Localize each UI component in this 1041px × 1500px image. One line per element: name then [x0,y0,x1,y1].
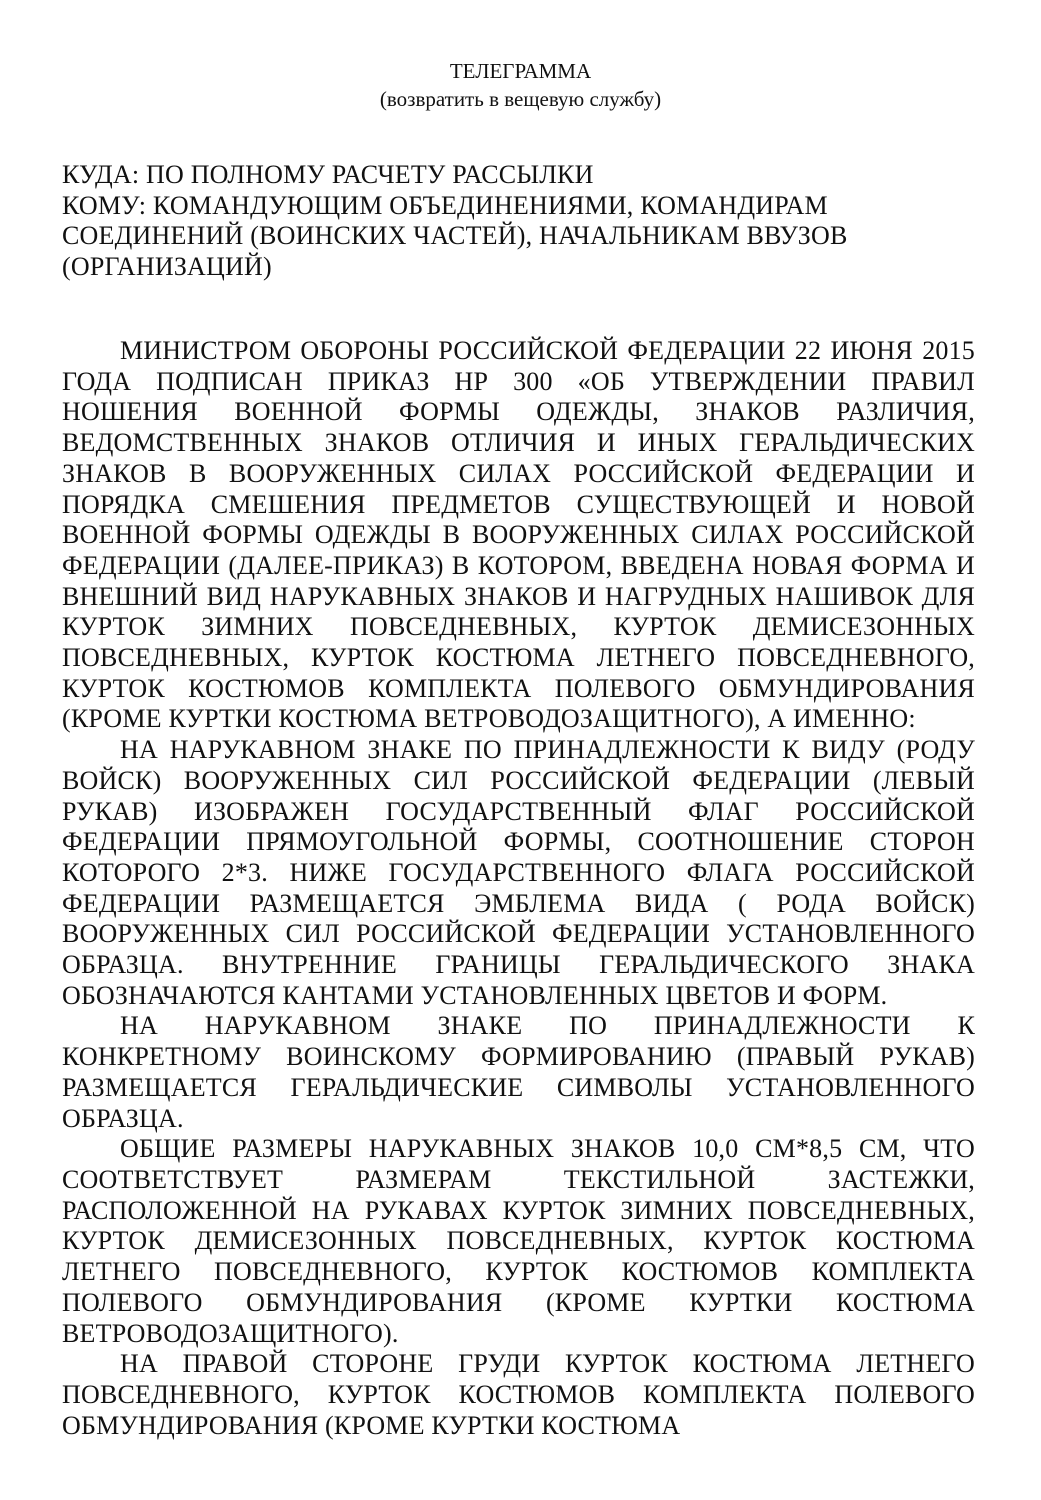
document-subtitle: (возвратить в вещевую службу) [379,87,662,111]
body-paragraph-5: НА ПРАВОЙ СТОРОНЕ ГРУДИ КУРТОК КОСТЮМА ЛЕТНЕГО ПОВСЕДНЕВНОГО, КУРТОК КОСТЮМОВ КОМПЛЕКТА ПОЛЕВОГО ОБМУНДИРОВАНИЯ (КРОМЕ КУРТКИ КОСТЮМА [62,1349,975,1440]
address-to: КУДА: ПО ПОЛНОМУ РАСЧЕТУ РАССЫЛКИ [62,160,594,189]
body-paragraph-1: МИНИСТРОМ ОБОРОНЫ РОССИЙСКОЙ ФЕДЕРАЦИИ 22 ИЮНЯ 2015 ГОДА ПОДПИСАН ПРИКАЗ НР 300 «ОБ УТВЕРЖДЕНИИ ПРАВИЛ НОШЕНИЯ ВОЕННОЙ ФОРМЫ ОДЕЖДЫ, ЗНАКОВ РАЗЛИЧИЯ, ВЕДОМСТВЕННЫХ ЗНАКОВ ОТЛИЧИЯ И ИНЫХ ГЕРАЛЬДИЧЕСКИХ ЗНАКОВ В ВООРУЖЕННЫХ СИЛАХ РОССИЙСКОЙ ФЕДЕРАЦИИ И ПОРЯДКА СМЕШЕНИЯ ПРЕДМЕТОВ СУЩЕСТВУЮЩЕЙ И НОВОЙ ВОЕННОЙ ФОРМЫ ОДЕЖДЫ В ВООРУЖЕННЫХ СИЛАХ РОССИЙСКОЙ ФЕДЕРАЦИИ (ДАЛЕЕ-ПРИКАЗ) В КОТОРОМ, ВВЕДЕНА НОВАЯ ФОРМА И ВНЕШНИЙ ВИД НАРУКАВНЫХ ЗНАКОВ И НАГРУДНЫХ НАШИВОК ДЛЯ КУРТОК ЗИМНИХ ПОВСЕДНЕВНЫХ, КУРТОК ДЕМИСЕЗОННЫХ ПОВСЕДНЕВНЫХ, КУРТОК КОСТЮМА ЛЕТНЕГО ПОВСЕДНЕВНОГО, КУРТОК КОСТЮМОВ КОМПЛЕКТА ПОЛЕВОГО ОБМУНДИРОВАНИЯ (КРОМЕ КУРТКИ КОСТЮМА ВЕТРОВОДОЗАЩИТНОГО), А ИМЕННО: [62,336,975,734]
document-title: ТЕЛЕГРАММА [449,59,592,83]
telegram-body [62,336,975,1441]
body-paragraph-4: ОБЩИЕ РАЗМЕРЫ НАРУКАВНЫХ ЗНАКОВ 10,0 СМ*8,5 СМ, ЧТО СООТВЕТСТВУЕТ РАЗМЕРАМ ТЕКСТИЛЬНОЙ ЗАСТЕЖКИ, РАСПОЛОЖЕННОЙ НА РУКАВАХ КУРТОК ЗИМНИХ ПОВСЕДНЕВНЫХ, КУРТОК ДЕМИСЕЗОННЫХ ПОВСЕДНЕВНЫХ, КУРТОК КОСТЮМА ЛЕТНЕГО ПОВСЕДНЕВНОГО, КУРТОК КОСТЮМОВ КОМПЛЕКТА ПОЛЕВОГО ОБМУНДИРОВАНИЯ (КРОМЕ КУРТКИ КОСТЮМА ВЕТРОВОДОЗАЩИТНОГО). [62,1134,975,1348]
body-paragraph-3: НА НАРУКАВНОМ ЗНАКЕ ПО ПРИНАДЛЕЖНОСТИ К КОНКРЕТНОМУ ВОИНСКОМУ ФОРМИРОВАНИЮ (ПРАВЫЙ РУКАВ) РАЗМЕЩАЕТСЯ ГЕРАЛЬДИЧЕСКИЕ СИМВОЛЫ УСТАНОВЛЕННОГО ОБРАЗЦА. [62,1011,975,1133]
address-recipients: КОМУ: КОМАНДУЮЩИМ ОБЪЕДИНЕНИЯМИ, КОМАНДИРАМ СОЕДИНЕНИЙ (ВОИНСКИХ ЧАСТЕЙ), НАЧАЛЬНИКАМ ВВУЗОВ (ОРГАНИЗАЦИЙ) [62,190,848,282]
body-paragraph-2: НА НАРУКАВНОМ ЗНАКЕ ПО ПРИНАДЛЕЖНОСТИ К ВИДУ (РОДУ ВОЙСК) ВООРУЖЕННЫХ СИЛ РОССИЙСКОЙ ФЕДЕРАЦИИ (ЛЕВЫЙ РУКАВ) ИЗОБРАЖЕН ГОСУДАРСТВЕННЫЙ ФЛАГ РОССИЙСКОЙ ФЕДЕРАЦИИ ПРЯМОУГОЛЬНОЙ ФОРМЫ, СООТНОШЕНИЕ СТОРОН КОТОРОГО 2*3. НИЖЕ ГОСУДАРСТВЕННОГО ФЛАГА РОССИЙСКОЙ ФЕДЕРАЦИИ РАЗМЕЩАЕТСЯ ЭМБЛЕМА ВИДА ( РОДА ВОЙСК) ВООРУЖЕННЫХ СИЛ РОССИЙСКОЙ ФЕДЕРАЦИИ УСТАНОВЛЕННОГО ОБРАЗЦА. ВНУТРЕННИЕ ГРАНИЦЫ ГЕРАЛЬДИЧЕСКОГО ЗНАКА ОБОЗНАЧАЮТСЯ КАНТАМИ УСТАНОВЛЕННЫХ ЦВЕТОВ И ФОРМ. [62,735,975,1010]
